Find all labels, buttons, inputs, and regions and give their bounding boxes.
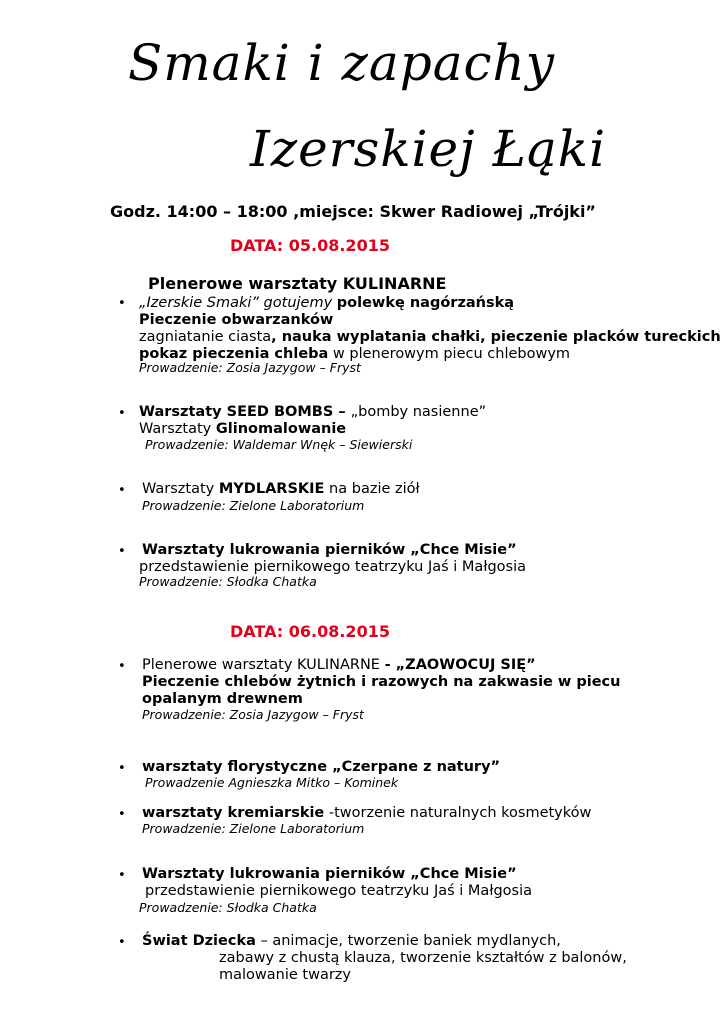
d1-item1-lead: Prowadzenie: Zosia Jazygow – Fryst <box>139 360 361 375</box>
bullet: • <box>118 296 126 311</box>
bullet: • <box>118 935 126 950</box>
bullet: • <box>118 406 126 421</box>
text-bold: Warsztaty SEED BOMBS – <box>139 404 351 420</box>
text-bold: polewkę nagórzańską <box>336 295 515 311</box>
d2-item5-line2: zabawy z chustą klauza, tworzenie kształtów z balonów, <box>219 950 627 966</box>
text-bold: - „ZAOWOCUJ SIĘ” <box>384 657 536 673</box>
date-heading-2: DATA: 06.08.2015 <box>230 622 390 641</box>
d2-item1-line2 <box>142 674 620 691</box>
text-normal: Plenerowe warsztaty KULINARNE <box>142 657 385 673</box>
d1-item1-line1 <box>139 295 514 312</box>
d1-item1-line3 <box>139 329 721 346</box>
d1-item3-lead: Prowadzenie: Zielone Laboratorium <box>142 498 365 513</box>
text-normal: – animacje, tworzenie baniek mydlanych, <box>255 933 561 949</box>
d1-item4-lead: Prowadzenie: Słodka Chatka <box>139 574 317 589</box>
d2-item2-lead: Prowadzenie Agnieszka Mitko – Kominek <box>145 775 399 790</box>
text-bold: Pieczenie obwarzanków <box>139 312 334 328</box>
text-bold: Warsztaty lukrowania pierników „Chce Misie” <box>142 866 517 882</box>
d2-item1-lead: Prowadzenie: Zosia Jazygow – Fryst <box>142 707 364 722</box>
d2-item4-line1 <box>142 866 517 883</box>
bullet: • <box>118 868 126 883</box>
d2-item5-line1 <box>142 933 561 950</box>
d1-item4-line2: przedstawienie piernikowego teatrzyku Jaś i Małgosia <box>139 559 526 575</box>
hours-place: Godz. 14:00 – 18:00 ,miejsce: Skwer Radiowej „Trójki” <box>110 202 596 221</box>
bullet: • <box>118 807 126 822</box>
d2-item2-line1 <box>142 759 500 776</box>
text-bold: warsztaty kremiarskie <box>142 805 325 821</box>
d2-item4-line2: przedstawienie piernikowego teatrzyku Jaś i Małgosia <box>145 883 532 899</box>
bullet: • <box>118 761 126 776</box>
date-heading-1: DATA: 05.08.2015 <box>230 236 390 255</box>
d2-item1-line3 <box>142 691 303 708</box>
title-line-2: Izerskiej Łąki <box>250 120 607 178</box>
text-normal: zagniatanie ciasta <box>139 329 272 345</box>
text-bold: , nauka wyplatania chałki, pieczenie placków tureckich <box>271 329 721 345</box>
d1-item2-line2 <box>139 421 346 438</box>
text-normal: w plenerowym piecu chlebowym <box>328 346 571 362</box>
d2-item3-lead: Prowadzenie: Zielone Laboratorium <box>142 821 365 836</box>
text-normal: Warsztaty <box>142 481 219 497</box>
text-bold: Warsztaty lukrowania pierników „Chce Misie” <box>142 542 517 558</box>
text-normal: -tworzenie naturalnych kosmetyków <box>324 805 592 821</box>
title-line-1: Smaki i zapachy <box>128 34 555 92</box>
text-bold: pokaz pieczenia chleba <box>139 346 329 362</box>
d2-item1-line1 <box>142 657 536 674</box>
d1-item4-line1 <box>142 542 517 559</box>
section-heading: Plenerowe warsztaty KULINARNE <box>148 274 447 293</box>
bullet: • <box>118 483 126 498</box>
d1-item3-line1 <box>142 481 420 498</box>
d2-item5-line3: malowanie twarzy <box>219 967 351 983</box>
text-italic: „Izerskie Smaki” gotujemy <box>139 295 337 311</box>
text-normal: Warsztaty <box>139 421 216 437</box>
text-bold: Pieczenie chlebów żytnich i razowych na zakwasie w piecu <box>142 674 621 690</box>
text-bold: Glinomalowanie <box>215 421 347 437</box>
text-bold: opalanym drewnem <box>142 691 303 707</box>
d2-item3-line1 <box>142 805 591 822</box>
text-bold: warsztaty florystyczne „Czerpane z natury” <box>142 759 501 775</box>
d1-item2-line1 <box>139 404 486 421</box>
d2-item4-lead: Prowadzenie: Słodka Chatka <box>139 900 317 915</box>
bullet: • <box>118 544 126 559</box>
d1-item1-line2 <box>139 312 333 329</box>
d1-item2-lead: Prowadzenie: Waldemar Wnęk – Siewierski <box>145 437 413 452</box>
text-normal: na bazie ziół <box>324 481 420 497</box>
text-normal: „bomby nasienne” <box>350 404 487 420</box>
bullet: • <box>118 659 126 674</box>
text-bold: Świat Dziecka <box>142 933 256 949</box>
text-bold: MYDLARSKIE <box>218 481 325 497</box>
